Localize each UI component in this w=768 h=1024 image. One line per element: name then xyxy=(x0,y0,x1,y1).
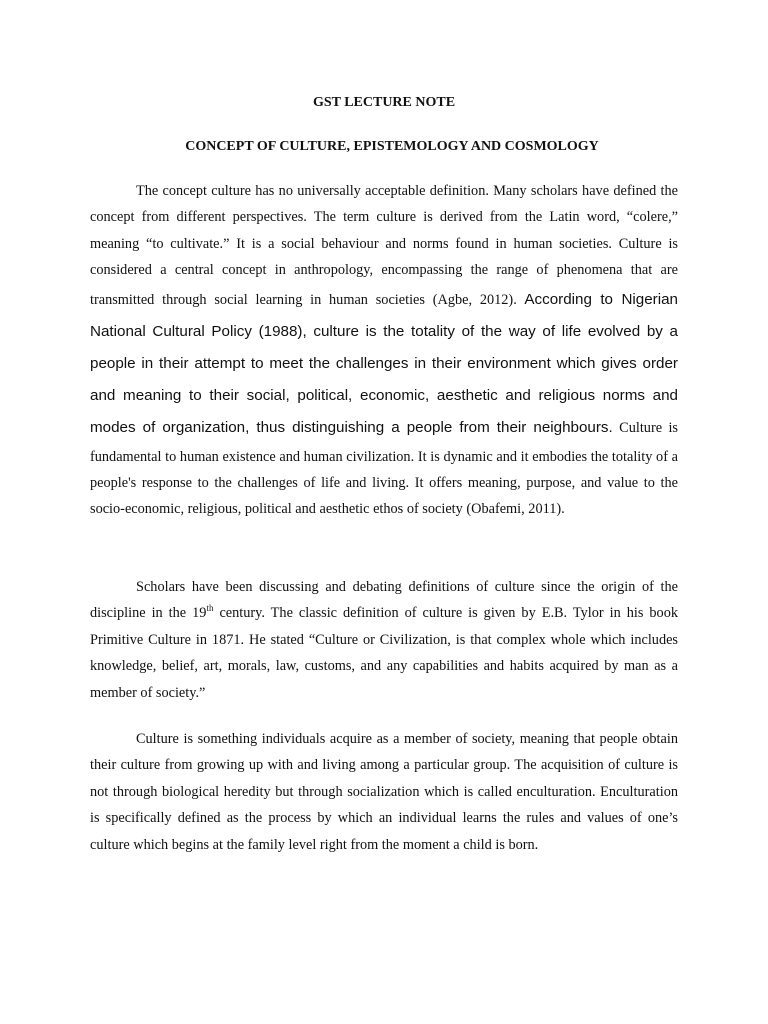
paragraph-definition-part1: The concept culture has no universally acceptable definition. Many scholars have defined the concept from different perspectives. The term culture is derived from the Latin word, “colere,” meaning “to cultivate.” It is a social behaviour and norms found in human societies. Culture is considered a central concept in anthropology, encompassing the range of phenomena that are transmitted through social learning in human societies (Agbe, 2012). xyxy=(90,183,678,308)
paragraph-definition-part3: Culture is fundamental to human existence and human civilization. It is dynamic and it embodies the totality of a people's response to the challenges of life and living. It offers meaning, purpose, and value to the socio-economic, religious, political and aesthetic ethos of society (Obafemi, 2011). xyxy=(90,419,678,518)
paragraph-definition xyxy=(90,178,678,523)
paragraph-tylor-start: Scholars have been discussing and debating definitions of culture since the origin of the discipline in the 19 xyxy=(90,579,678,622)
ordinal-superscript: th xyxy=(206,603,214,614)
paragraph-tylor-end: century. The classic definition of culture is given by E.B. Tylor in his book Primitive Culture in 1871. He stated “Culture or Civilization, is that complex whole which includes knowledge, belief, art, morals, law, customs, and any capabilities and habits acquired by man as a member of society.” xyxy=(90,605,678,701)
paragraph-definition-policy-quote: According to Nigerian National Cultural Policy (1988), culture is the totality of the way of life evolved by a people in their attempt to meet the challenges in their environment which gives order and meaning to their social, political, economic, aesthetic and religious norms and modes of organization, thus distinguishing a people from their neighbours. xyxy=(90,290,678,436)
document-title: GST LECTURE NOTE xyxy=(312,95,456,110)
paragraph-tylor xyxy=(90,574,678,706)
document-subtitle: CONCEPT OF CULTURE, EPISTEMOLOGY AND COSMOLOGY xyxy=(185,139,599,154)
paragraph-enculturation: Culture is something individuals acquire as a member of society, meaning that people obtain their culture from growing up with and living among a particular group. The acquisition of culture is not through biological heredity but through socialization which is called enculturation. Enculturation is specifically defined as the process by which an individual learns the rules and values of one’s culture which begins at the family level right from the moment a child is born. xyxy=(90,731,678,853)
